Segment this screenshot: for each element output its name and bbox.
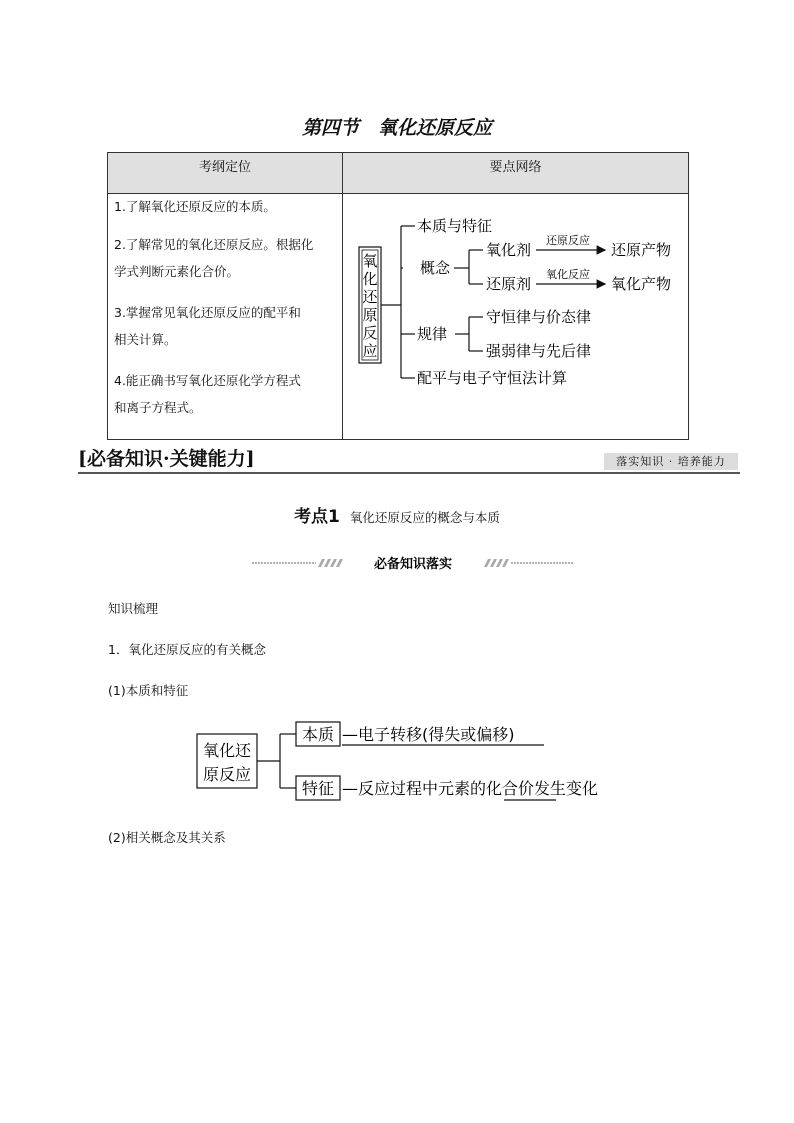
- knowledge-banner: [252, 554, 574, 572]
- feature-text: —反应过程中元素的化合价发生变化: [342, 779, 599, 798]
- network-root-char: 应: [362, 342, 378, 360]
- nature-text: —电子转移(得失或偏移): [342, 725, 515, 744]
- feature-label: 特征: [301, 779, 335, 798]
- goal-item-1: [114, 193, 338, 220]
- network-oxidant: 氧化剂: [486, 241, 532, 259]
- network-branch-laws: 规律: [417, 325, 448, 343]
- section-title: [必备知识·关键能力]: [78, 448, 255, 470]
- network-root-text: [362, 252, 378, 360]
- topic-subtitle: 氧化还原反应的概念与本质: [349, 510, 500, 525]
- goal-line: 2.了解常见的氧化还原反应。根据化: [114, 237, 314, 252]
- banner-stripes-right: [484, 559, 509, 567]
- paragraph-relations: (2)相关概念及其关系: [108, 830, 226, 845]
- goal-item-2: [114, 231, 338, 285]
- network-product-oxidation: 氧化产物: [611, 275, 672, 293]
- nature-feature-diagram: [196, 718, 646, 808]
- section-divider: [78, 472, 740, 474]
- goal-line: 3.掌握常见氧化还原反应的配平和: [114, 305, 301, 320]
- overview-table: [107, 152, 689, 440]
- network-arrow-label-oxidation: 氧化反应: [546, 268, 590, 281]
- network-root-char: 氧: [362, 252, 378, 270]
- table-header-goals: [108, 153, 342, 194]
- banner-label: 必备知识落实: [373, 557, 453, 572]
- paragraph-knowledge: 知识梳理: [108, 601, 159, 616]
- table-header-network: [343, 153, 688, 194]
- header-label-network: 要点网络: [489, 160, 542, 175]
- paragraph-concepts: 1．氧化还原反应的有关概念: [108, 642, 266, 657]
- concept-network-diagram: [343, 194, 688, 439]
- network-root-char: 反: [362, 324, 378, 342]
- network-reductant: 还原剂: [486, 275, 532, 293]
- goal-line: 4.能正确书写氧化还原化学方程式: [114, 373, 301, 388]
- topic-label: 考点1: [294, 507, 340, 527]
- network-root-char: 还: [362, 288, 378, 306]
- network-branch-nature: 本质与特征: [417, 217, 493, 235]
- topic-heading: [0, 502, 794, 527]
- network-root-char: 原: [362, 306, 378, 324]
- network-law-strength: 强弱律与先后律: [486, 342, 592, 360]
- goal-item-4: [114, 367, 338, 421]
- network-branch-concept: 概念: [420, 259, 451, 277]
- network-law-conservation: 守恒律与价态律: [486, 308, 592, 326]
- diagram-root-line1: 氧化还: [202, 741, 252, 760]
- page-title: 第四节 氧化还原反应: [301, 117, 492, 139]
- section-tag: 落实知识 · 培养能力: [604, 453, 738, 470]
- banner-stripes-left: [318, 559, 343, 567]
- network-arrow-label-reduction: 还原反应: [546, 234, 590, 247]
- header-label-goals: 考纲定位: [198, 160, 251, 175]
- goal-line: 学式判断元素化合价。: [114, 264, 240, 279]
- goal-line: 1.了解氧化还原反应的本质。: [114, 199, 276, 214]
- network-root-char: 化: [362, 270, 378, 288]
- network-product-reduction: 还原产物: [611, 241, 672, 259]
- nature-label: 本质: [301, 725, 335, 744]
- paragraph-nature: (1)本质和特征: [108, 683, 189, 698]
- goal-line: 和离子方程式。: [114, 400, 202, 415]
- goal-item-3: [114, 299, 338, 353]
- network-branch-balancing: 配平与电子守恒法计算: [417, 369, 568, 387]
- goal-line: 相关计算。: [114, 332, 177, 347]
- diagram-connectors: [257, 734, 296, 788]
- diagram-root-line2: 原反应: [202, 765, 252, 784]
